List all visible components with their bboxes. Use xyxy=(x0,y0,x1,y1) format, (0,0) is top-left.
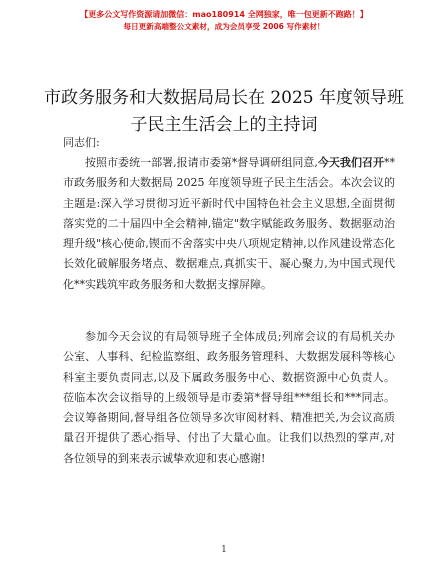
paragraph-2: 参加今天会议的有局领导班子全体成员;列席会议的有局机关办公室、人事科、纪检监察组、政务服务管理科、大数据发展科等核心科室主要负责同志,以及下属政务服务中心、数据资源中心负责人。莅临本次会议指导的上级领导是市委第*督导组***组长和***同志。会议筹备期间,督导组各位领导多次审阅材料、精准把关,为会议高质量召开提供了悉心指导、付出了大量心血。让我们以热烈的掌声,对各位领导的到来表示诚挚欢迎和衷心感谢! xyxy=(63,330,395,465)
greeting: 同志们: xyxy=(63,136,100,149)
paragraph-1-start: 按照市委统一部署,报请市委第*督导调研组同意, xyxy=(85,156,318,169)
paragraph-1 xyxy=(63,153,395,295)
paragraph-1-bold: 今天我们召开 xyxy=(317,156,384,169)
paragraph-1-rest: **市政务服务和大数据局 2025 年度领导班子民主生活会。本次会议的主题是:深入学习贯彻习近平新时代中国特色社会主义思想,全面贯彻落实党的二十届四中全会精神,锚定"数字赋能政务服务、数据驱动治理升级"核心使命,锲而不舍落实中央八项规定精神,以作风建设常态化长效化破解服务堵点、数据难点,真抓实干、凝心聚力,为中国式现代化**实践筑牢政务服务和大数据支撑屏障。 xyxy=(63,156,395,291)
promo-banner-line-1: 【更多公文写作资源请加微信：mao180914 全网独家，唯一包更新不跑路！】 xyxy=(80,10,368,19)
document-title: 市政务服务和大数据局局长在 2025 年度领导班子民主生活会上的主持词 xyxy=(43,88,405,136)
page-number: 1 xyxy=(221,545,227,555)
promo-banner-line-2: 每日更新高端整公文素材，成为会员享受 2006 写作素材！ xyxy=(123,22,325,31)
